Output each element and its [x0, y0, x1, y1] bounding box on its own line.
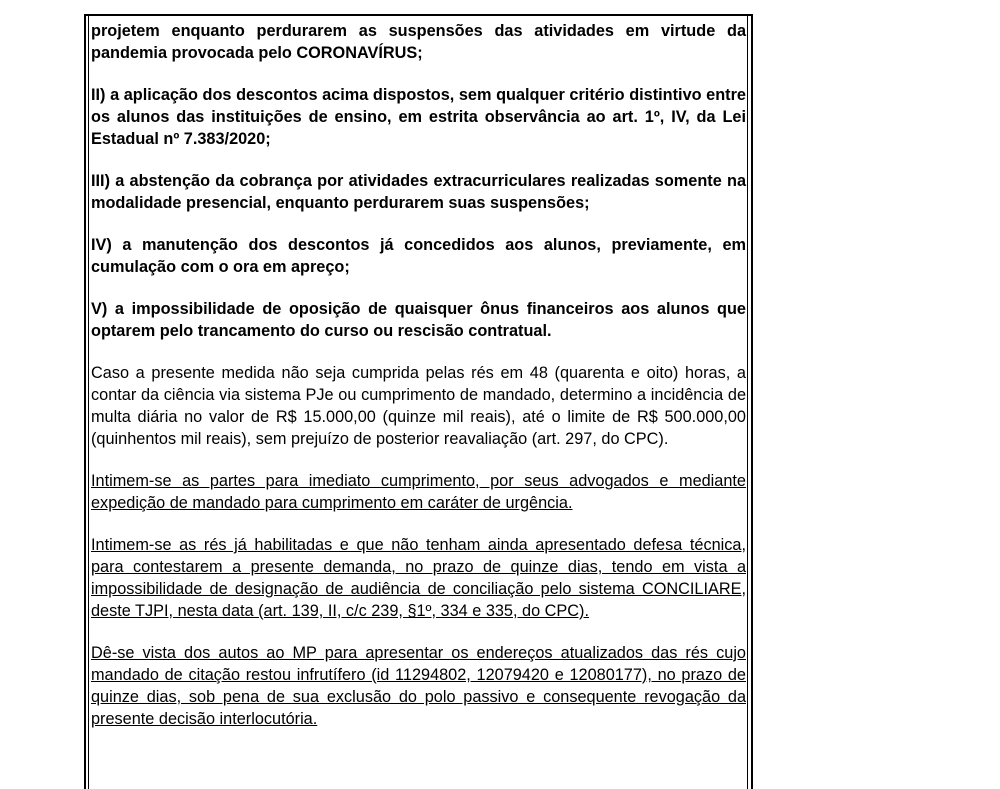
- paragraph-gap: [91, 214, 746, 234]
- paragraph-gap: [91, 150, 746, 170]
- paragraph-vista-mp: Dê-se vista dos autos ao MP para apresentar os endereços atualizados das rés cujo mandado de citação restou infrutífero (id 11294802, 12079420 e 12080177), no prazo de quinze dias, sob pena de sua exclusão do polo passivo e consequente revogação da presente decisão interlocutória.: [91, 644, 746, 728]
- paragraph-gap: [91, 514, 746, 534]
- paragraph-gap: [91, 450, 746, 470]
- paragraph-gap: [91, 278, 746, 298]
- paragraph-item-v: V) a impossibilidade de oposição de quaisquer ônus financeiros aos alunos que optarem pelo trancamento do curso ou rescisão contratual.: [91, 300, 746, 340]
- paragraph-gap: [91, 342, 746, 362]
- paragraph-multa: Caso a presente medida não seja cumprida pelas rés em 48 (quarenta e oito) horas, a contar da ciência via sistema PJe ou cumprimento de mandado, determino a incidência de multa diária no valor de R$ 15.000,00 (quinze mil reais), até o limite de R$ 500.000,00 (quinhentos mil reais), sem prejuízo de posterior reavaliação (art. 297, do CPC).: [91, 364, 746, 448]
- paragraph-intimem-res: Intimem-se as rés já habilitadas e que não tenham ainda apresentado defesa técnica, para contestarem a presente demanda, no prazo de quinze dias, tendo em vista a impossibilidade de designação de audiência de conciliação pelo sistema CONCILIARE, deste TJPI, nesta data (art. 139, II, c/c 239, §1º, 334 e 335, do CPC).: [91, 536, 746, 620]
- paragraph-item-iv: IV) a manutenção dos descontos já concedidos aos alunos, previamente, em cumulação com o ora em apreço;: [91, 236, 746, 276]
- paragraph-gap: [91, 64, 746, 84]
- paragraph-continuation: projetem enquanto perdurarem as suspensões das atividades em virtude da pandemia provocada pelo CORONAVÍRUS;: [91, 22, 746, 62]
- page-border-inner-right: [747, 14, 748, 789]
- document-body: [91, 20, 746, 730]
- page-border-inner-left: [88, 14, 89, 789]
- paragraph-item-ii: II) a aplicação dos descontos acima dispostos, sem qualquer critério distintivo entre os alunos das instituições de ensino, em estrita observância ao art. 1º, IV, da Lei Estadual nº 7.383/2020;: [91, 86, 746, 148]
- paragraph-gap: [91, 622, 746, 642]
- document-page: [84, 0, 757, 775]
- paragraph-item-iii: III) a abstenção da cobrança por atividades extracurriculares realizadas somente na modalidade presencial, enquanto perdurarem suas suspensões;: [91, 172, 746, 212]
- paragraph-intimem-partes: Intimem-se as partes para imediato cumprimento, por seus advogados e mediante expedição de mandado para cumprimento em caráter de urgência.: [91, 472, 746, 512]
